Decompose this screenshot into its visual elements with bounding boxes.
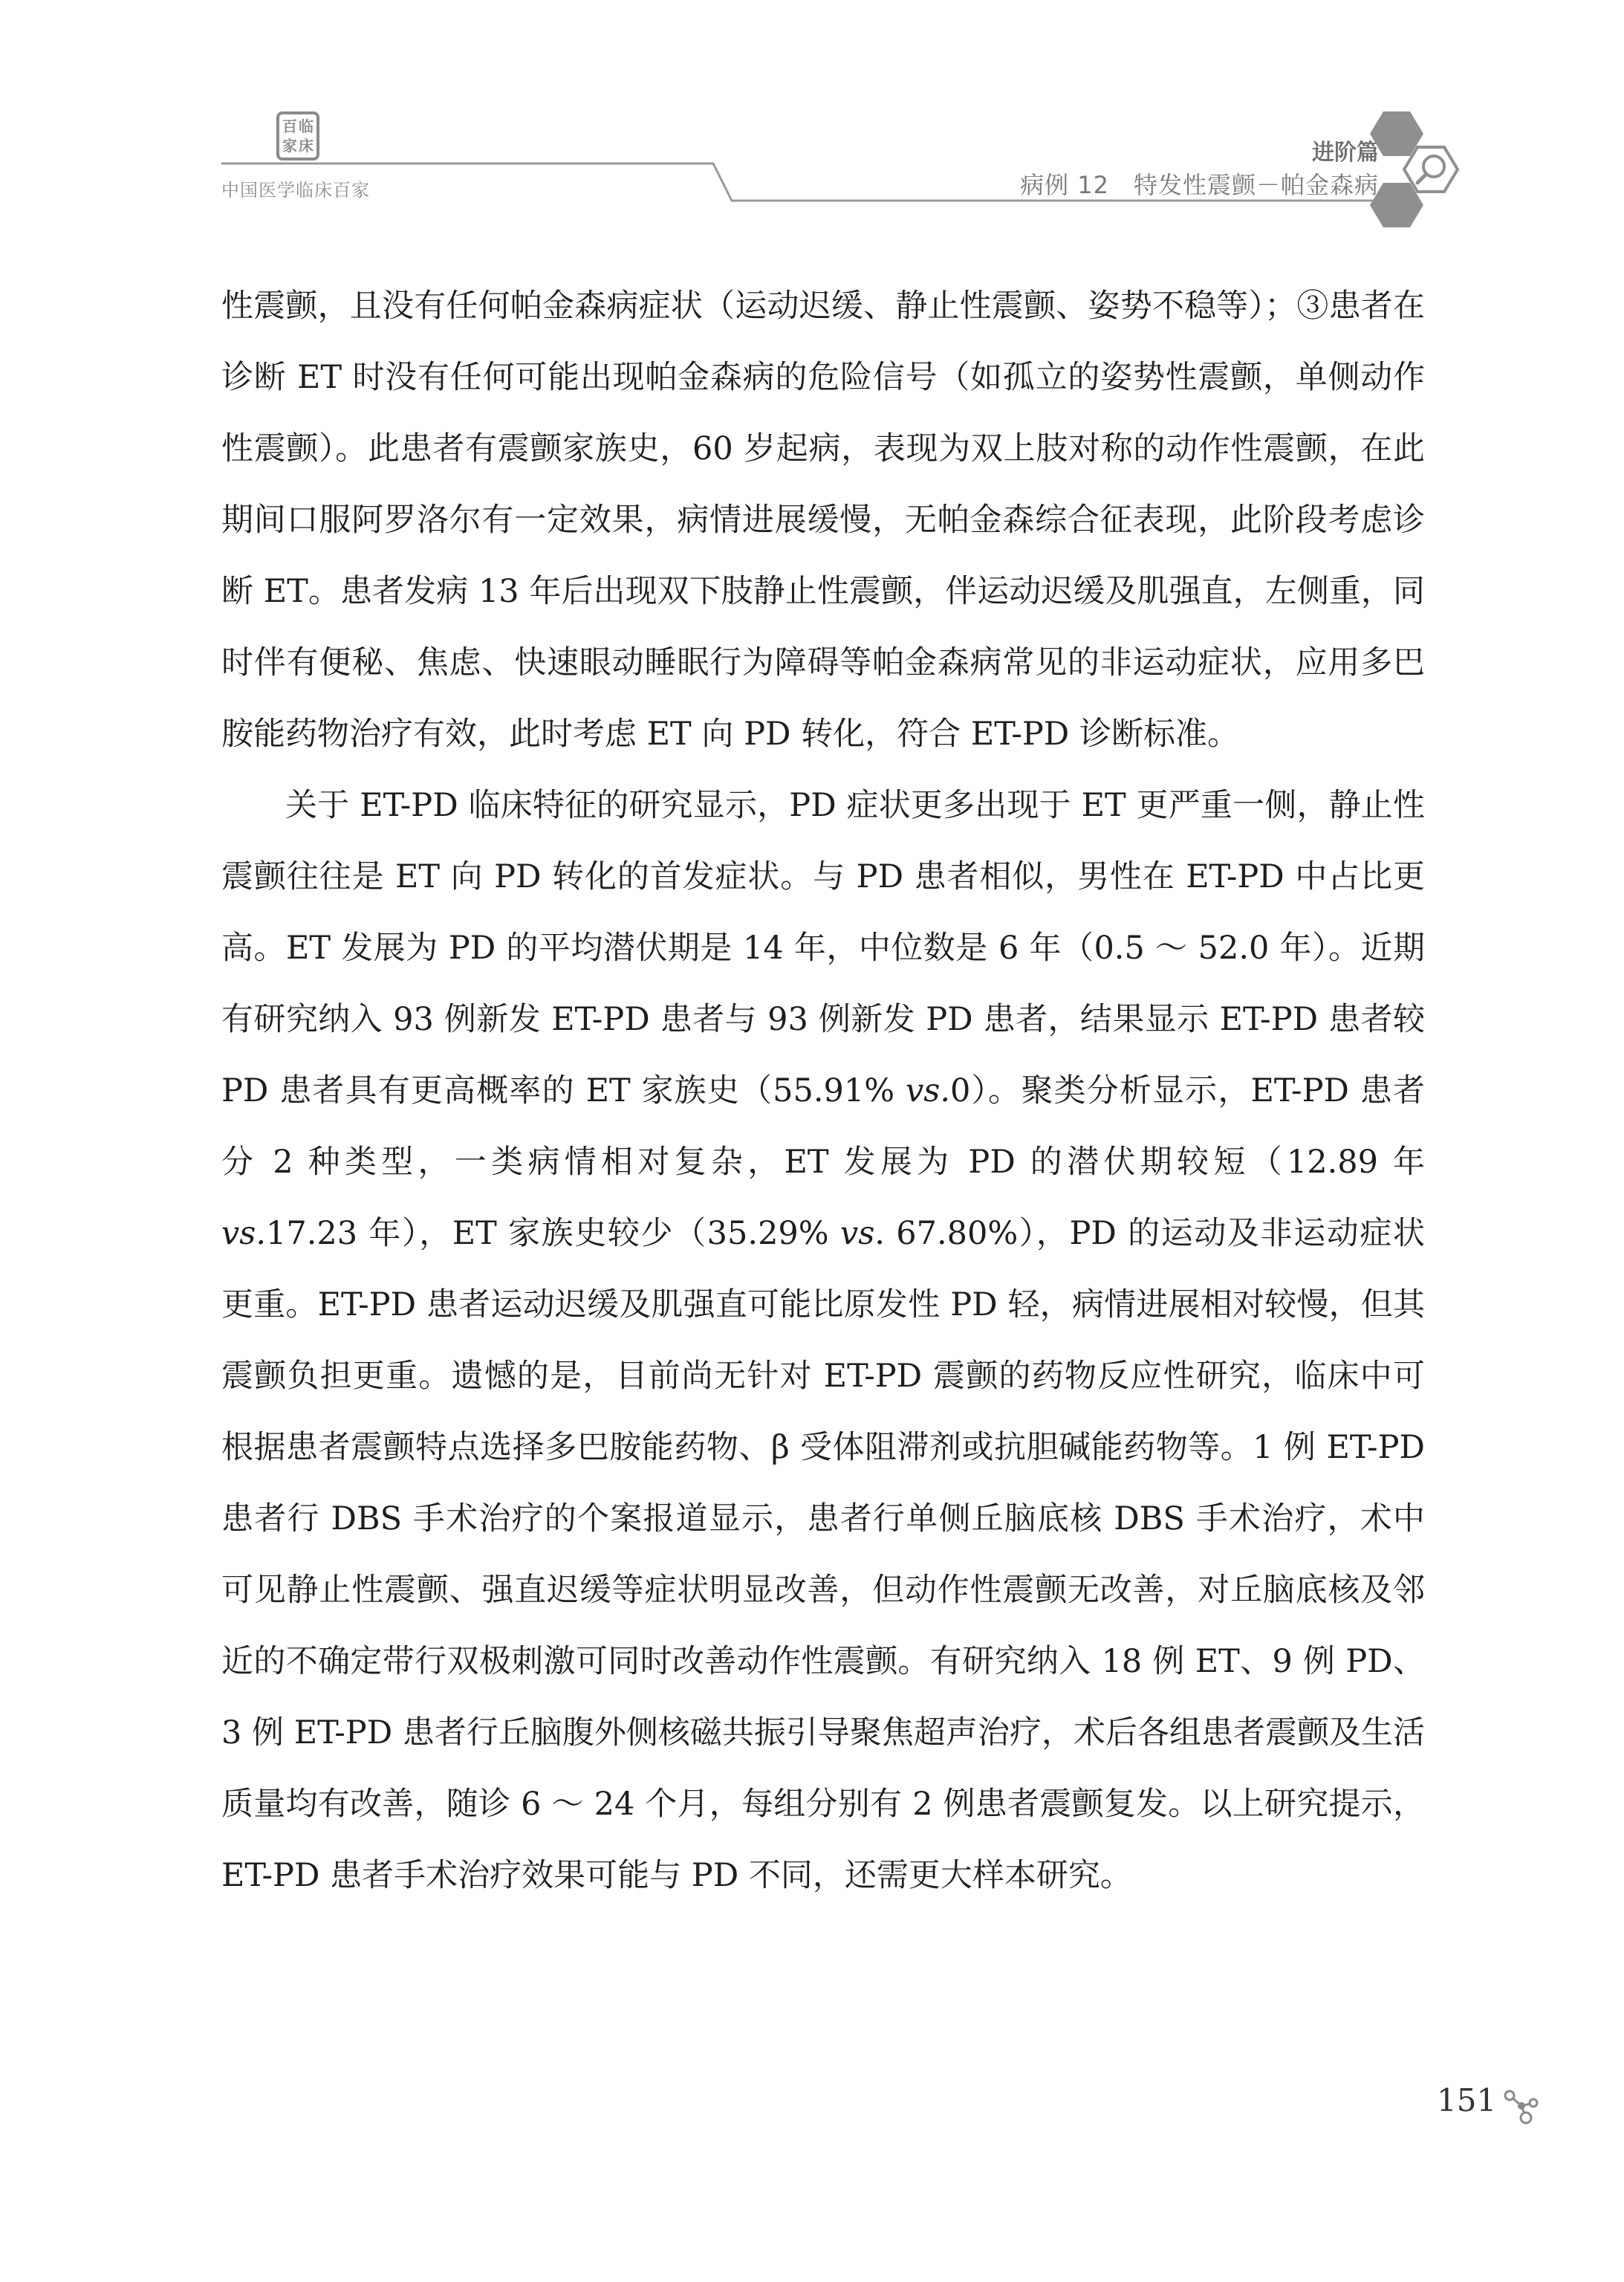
page-number: 151 [1437, 2082, 1497, 2119]
paragraph-2-part: 17.23 年），ET 家族史较少（35.29% [266, 1215, 840, 1252]
paragraph-2-part: 0）。聚类分析显示，ET-PD 患者分 2 种类型，一类病情相对复杂，ET 发展为 PD 的潜伏期较短（12.89 年 [221, 1072, 1425, 1181]
molecule-icon [1501, 2085, 1542, 2127]
case-title: 病例 12 特发性震颤－帕金森病 [1020, 171, 1379, 199]
page-header [0, 0, 1624, 223]
paragraph-2-part: 关于 ET-PD 临床特征的研究显示，PD 症状更多出现于 ET 更严重一侧，静止性震颤往往是 ET 向 PD 转化的首发症状。与 PD 患者相似，男性在 ET-PD 中占比更高。ET 发展为 PD 的平均潜伏期是 14 年，中位数是 6 年（0.5 ～ 52.0 年）。近期有研究纳入 93 例新发 ET-PD 患者与 93 例新发 PD 患者，结果显示 ET-PD 患者较 PD 患者具有更高概率的 ET 家族史（55.91% [221, 787, 1425, 1109]
paragraph-1: 性震颤，且没有任何帕金森病症状（运动迟缓、静止性震颤、姿势不稳等）；③患者在诊断 ET 时没有任何可能出现帕金森病的危险信号（如孤立的姿势性震颤，单侧动作性震颤）。此患者有震颤家族史，60 岁起病，表现为双上肢对称的动作性震颤，在此期间口服阿罗洛尔有一定效果，病情进展缓慢，无帕金森综合征表现，此阶段考虑诊断 ET。患者发病 13 年后出现双下肢静止性震颤，伴运动迟缓及肌强直，左侧重，同时伴有便秘、焦虑、快速眼动睡眠行为障碍等帕金森病常见的非运动症状，应用多巴胺能药物治疗有效，此时考虑 ET 向 PD 转化，符合 ET-PD 诊断标准。 [221, 288, 1425, 753]
logo-char: 床 [299, 137, 314, 155]
section-title: 进阶篇 [1312, 140, 1379, 166]
logo-char: 家 [282, 137, 297, 155]
vs-abbrev: vs. [221, 1215, 267, 1252]
logo-char: 临 [299, 117, 314, 135]
vs-abbrev: vs. [905, 1072, 950, 1109]
vs-abbrev: vs [839, 1215, 875, 1252]
logo-char: 百 [282, 117, 297, 135]
paragraph-2 [221, 770, 1425, 1911]
body-text [221, 270, 1425, 1911]
brand-name: 中国医学临床百家 [221, 180, 370, 201]
hexagon-cluster-icon [1354, 111, 1465, 230]
paragraph-2-part: . 67.80%），PD 的运动及非运动症状更重。ET-PD 患者运动迟缓及肌强直可能比原发性 PD 轻，病情进展相对较慢，但其震颤负担更重。遗憾的是，目前尚无针对 ET-PD 震颤的药物反应性研究，临床中可根据患者震颤特点选择多巴胺能药物、β 受体阻滞剂或抗胆碱能药物等。1 例 ET-PD 患者行 DBS 手术治疗的个案报道显示，患者行单侧丘脑底核 DBS 手术治疗，术中可见静止性震颤、强直迟缓等症状明显改善，但动作性震颤无改善，对丘脑底核及邻近的不确定带行双极刺激可同时改善动作性震颤。有研究纳入 18 例 ET、9 例 PD、3 例 ET-PD 患者行丘脑腹外侧核磁共振引导聚焦超声治疗，术后各组患者震颤及生活质量均有改善，随诊 6 ～ 24 个月，每组分别有 2 例患者震颤复发。以上研究提示，ET-PD 患者手术治疗效果可能与 PD 不同，还需更大样本研究。 [221, 1215, 1426, 1894]
